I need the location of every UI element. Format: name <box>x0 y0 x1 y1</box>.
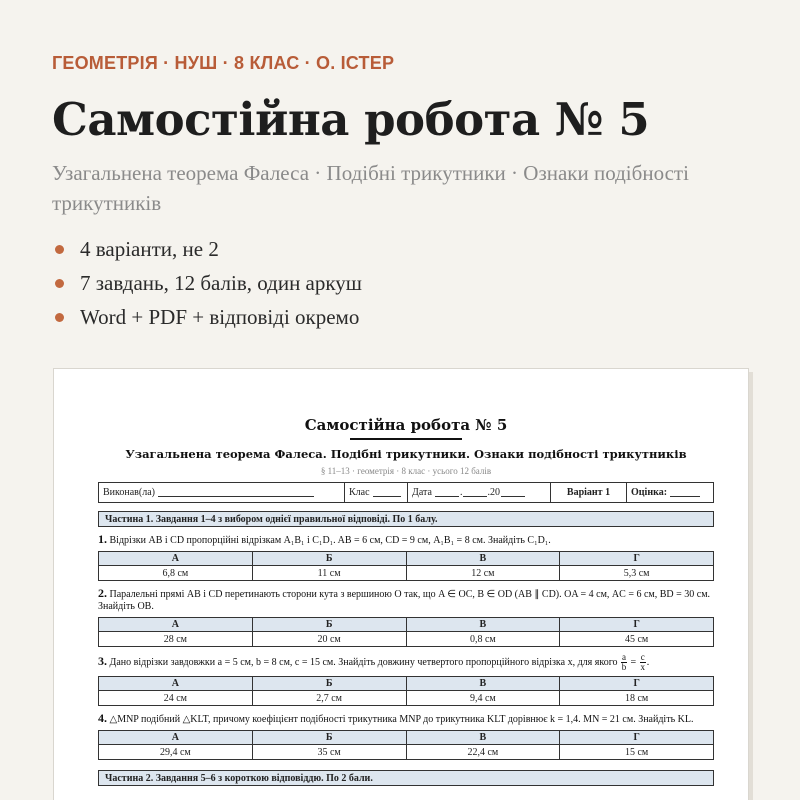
feature-list <box>52 232 362 334</box>
worksheet-preview <box>53 368 749 800</box>
date-year-blank <box>501 488 525 497</box>
title-underline <box>350 438 462 440</box>
answer-option: 11 см <box>252 566 406 581</box>
feature-item: Word + PDF + відповіді окремо <box>52 300 362 334</box>
answer-table-3: А Б В Г 24 см 2,7 см 9,4 см 18 см <box>98 676 714 706</box>
feature-item: 4 варіанти, не 2 <box>52 232 362 266</box>
page-subtitle: Узагальнена теорема Фалеса · Подібні трикутники · Ознаки подібності трикутників <box>52 161 689 215</box>
course-kicker: ГЕОМЕТРІЯ · НУШ · 8 КЛАС · О. ІСТЕР <box>52 53 395 73</box>
date-cell: Дата . .20 <box>408 483 551 502</box>
worksheet-meta: § 11–13 · геометрія · 8 клас · усього 12 балів <box>320 466 492 476</box>
class-cell: Клас <box>345 483 408 502</box>
fraction-a-b: $\frac{a}{b}$ <box>621 652 627 672</box>
part-1-header: Частина 1. Завдання 1–4 з вибором однієї правильної відповіді. По 1 балу. <box>98 511 714 527</box>
answer-table-2: А Б В Г 28 см 20 см 0,8 см 45 см <box>98 617 714 647</box>
score-blank <box>670 488 700 497</box>
task-2: 2. Паралельні прямі AB і CD перетинають сторони кута з вершиною O так, що A ∈ OC, B ∈ OD (AB ∥ CD). OA = 4 см, AC = 6 см, BD = 30 см. Знайдіть OB. <box>98 586 711 612</box>
answer-option: 28 см <box>99 632 253 647</box>
class-blank <box>373 488 401 497</box>
page-title: Самостійна робота № 5 <box>52 93 650 146</box>
answer-option: 12 см <box>406 566 560 581</box>
bullet-dot-icon <box>55 245 64 254</box>
answer-option: 20 см <box>252 632 406 647</box>
answer-option: 35 см <box>252 745 406 760</box>
worksheet-title: Самостійна робота № 5 <box>304 416 508 434</box>
answer-table-4: А Б В Г 29,4 см 35 см 22,4 см 15 см <box>98 730 714 760</box>
answer-option: 9,4 см <box>406 691 560 706</box>
bullet-dot-icon <box>55 279 64 288</box>
task-3: 3. Дано відрізки завдовжки a = 5 см, b = 8 см, c = 15 см. Знайдіть довжину четвертого пропорційного відрізка x, для якого $\frac{a}{b}$ = $\frac{c}{x}$ . <box>98 652 650 672</box>
answer-option: 24 см <box>99 691 253 706</box>
answer-option: 2,7 см <box>252 691 406 706</box>
answer-option: 0,8 см <box>406 632 560 647</box>
answer-option: 6,8 см <box>99 566 253 581</box>
name-blank <box>158 488 314 497</box>
task-1: 1. Відрізки AB і CD пропорційні відрізкам A₁B₁ і C₁D₁. AB = 6 см, CD = 9 см, A₁B₁ = 8 см. Знайдіть C₁D₁. <box>98 532 551 546</box>
answer-table-1: А Б В Г 6,8 см 11 см 12 см 5,3 см <box>98 551 714 581</box>
feature-item: 7 завдань, 12 балів, один аркуш <box>52 266 362 300</box>
score-cell: Оцінка: <box>627 483 713 502</box>
date-month-blank <box>463 488 487 497</box>
answer-option: 29,4 см <box>99 745 253 760</box>
part-2-header: Частина 2. Завдання 5–6 з короткою відповіддю. По 2 бали. <box>98 770 714 786</box>
student-info-row <box>98 482 714 503</box>
task-4: 4. △MNP подібний △KLT, причому коефіцієнт подібності трикутника MNP до трикутника KLT дорівнює k = 1,4. MN = 21 см. Знайдіть KL. <box>98 711 694 725</box>
date-day-blank <box>435 488 459 497</box>
fraction-c-x: $\frac{c}{x}$ <box>640 652 645 672</box>
answer-option: 22,4 см <box>406 745 560 760</box>
answer-option: 5,3 см <box>560 566 714 581</box>
answer-option: 15 см <box>560 745 714 760</box>
name-cell: Виконав(ла) <box>99 483 345 502</box>
answer-option: 18 см <box>560 691 714 706</box>
worksheet-subtitle: Узагальнена теорема Фалеса. Подібні трикутники. Ознаки подібності трикутників <box>125 447 687 461</box>
bullet-dot-icon <box>55 313 64 322</box>
answer-option: 45 см <box>560 632 714 647</box>
variant-cell: Варіант 1 <box>551 483 627 502</box>
